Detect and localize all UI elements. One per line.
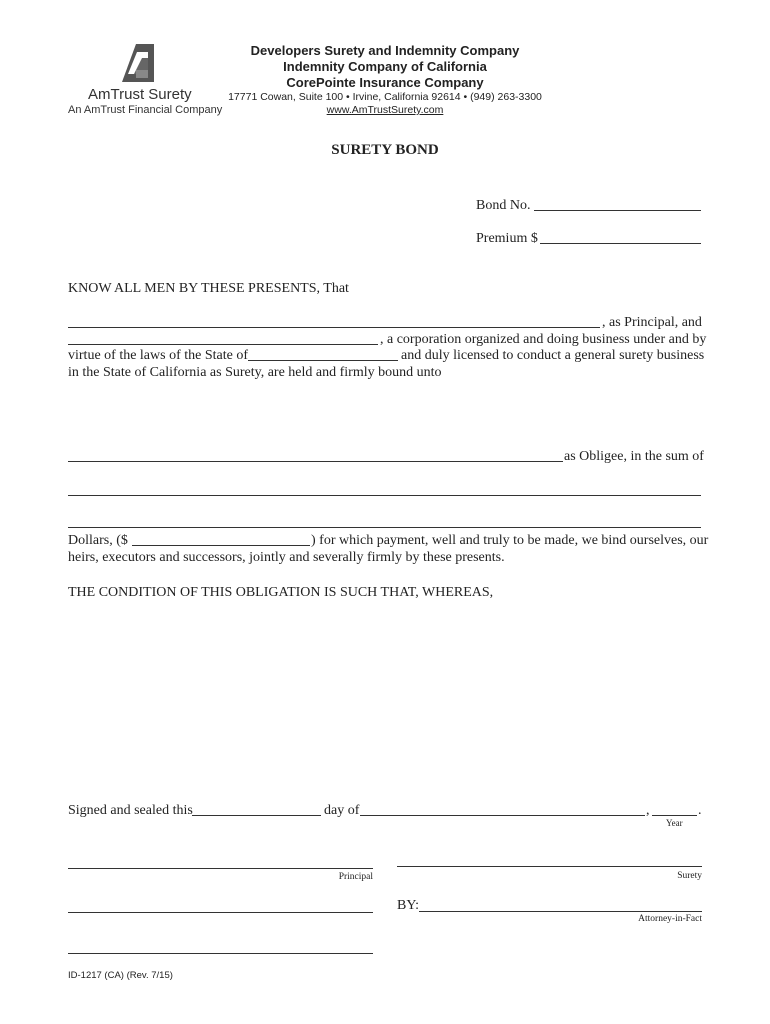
dollars-close-text: ) for which payment, well and truly to be made, we bind ourselves, our	[311, 533, 709, 548]
company-name-1: Developers Surety and Indemnity Company	[250, 43, 520, 58]
licensed-text: and duly licensed to conduct a general surety business	[401, 348, 705, 363]
sum-words-field-2[interactable]	[68, 527, 701, 528]
month-field[interactable]	[360, 815, 645, 816]
principal-label: Principal	[338, 872, 373, 882]
california-text: in the State of California as Surety, are held and firmly bound unto	[68, 365, 442, 380]
year-label: Year	[666, 818, 683, 828]
brand-tagline: An AmTrust Financial Company	[68, 104, 223, 116]
company-name-3: CorePointe Insurance Company	[286, 75, 484, 90]
brand-name: AmTrust Surety	[88, 86, 192, 103]
principal-signature-line-3[interactable]	[68, 953, 373, 954]
signed-sealed-text: Signed and sealed this	[68, 803, 193, 818]
heirs-text: heirs, executors and successors, jointly and severally firmly by these presents.	[68, 550, 505, 565]
know-all-text: KNOW ALL MEN BY THESE PRESENTS, That	[68, 281, 349, 296]
state-field[interactable]	[248, 360, 398, 361]
by-label: BY:	[397, 898, 420, 913]
form-id: ID-1217 (CA) (Rev. 7/15)	[68, 970, 173, 981]
attorney-signature-line[interactable]	[419, 911, 702, 912]
principal-signature-line-2[interactable]	[68, 912, 373, 913]
attorney-in-fact-label: Attorney-in-Fact	[638, 914, 702, 924]
company-name-2: Indemnity Company of California	[283, 59, 487, 74]
sum-words-field-1[interactable]	[68, 495, 701, 496]
obligee-text: as Obligee, in the sum of	[564, 449, 704, 464]
amtrust-triangle-logo-icon	[122, 44, 154, 82]
company-website-link[interactable]: www.AmTrustSurety.com	[326, 104, 444, 116]
principal-name-field[interactable]	[68, 327, 600, 328]
year-field[interactable]	[652, 815, 697, 816]
day-field[interactable]	[192, 815, 321, 816]
premium-label: Premium $	[476, 231, 538, 246]
bond-no-label: Bond No.	[476, 198, 531, 213]
company-address: 17771 Cowan, Suite 100 • Irvine, California 92614 • (949) 263-3300	[228, 91, 542, 103]
document-title: SURETY BOND	[331, 142, 439, 158]
dollar-amount-field[interactable]	[132, 545, 310, 546]
condition-text: THE CONDITION OF THIS OBLIGATION IS SUCH THAT, WHEREAS,	[68, 585, 494, 600]
day-of-text: day of	[324, 803, 360, 818]
surety-name-field[interactable]	[68, 344, 378, 345]
virtue-text: virtue of the laws of the State of	[68, 348, 249, 363]
dollars-open-text: Dollars, ($	[68, 533, 128, 548]
comma-text: ,	[646, 803, 650, 818]
obligee-field[interactable]	[68, 461, 563, 462]
premium-field[interactable]	[540, 243, 701, 244]
period-text: .	[698, 803, 702, 818]
surety-label: Surety	[677, 871, 702, 881]
surety-signature-line[interactable]	[397, 866, 702, 867]
as-principal-text: , as Principal, and	[602, 315, 702, 330]
bond-no-field[interactable]	[534, 210, 701, 211]
corporation-text: , a corporation organized and doing business under and by	[380, 332, 707, 347]
principal-signature-line[interactable]	[68, 868, 373, 869]
